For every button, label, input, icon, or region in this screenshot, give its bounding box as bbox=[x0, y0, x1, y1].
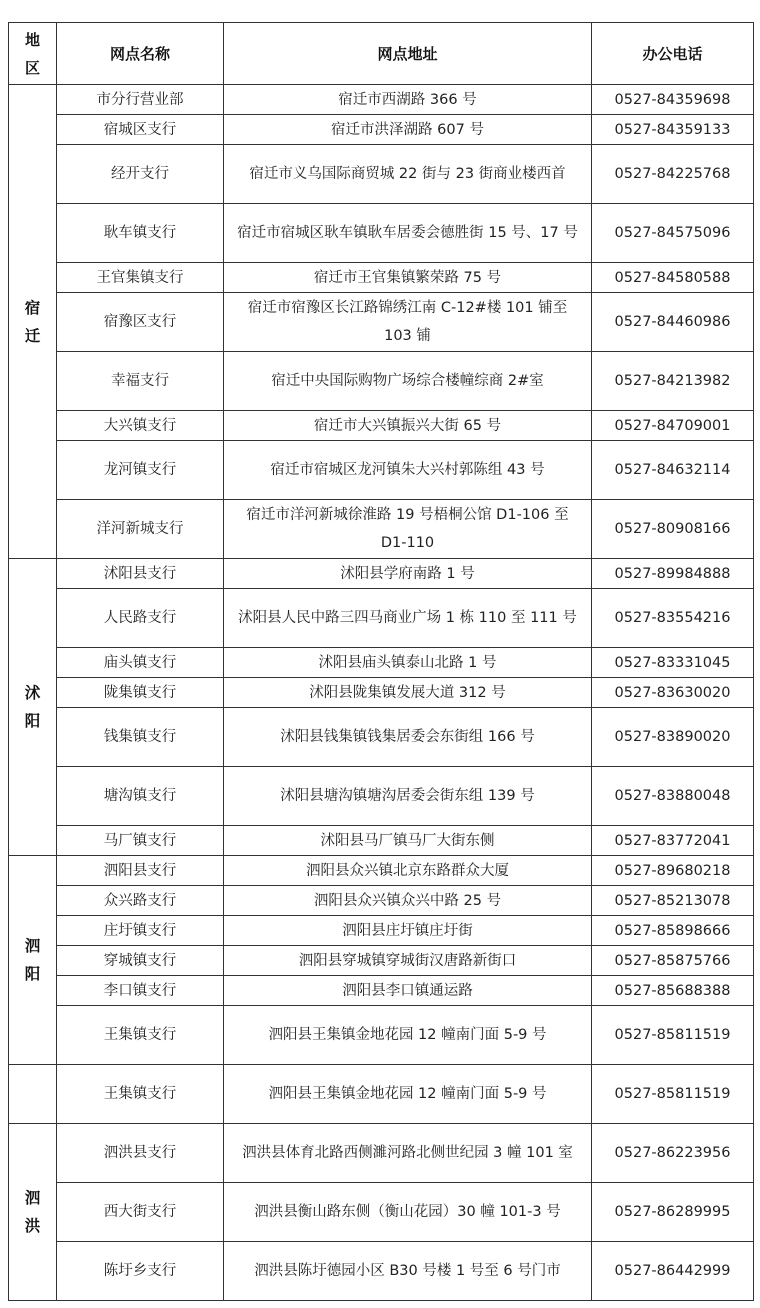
branch-phone: 0527-89984888 bbox=[592, 559, 754, 589]
table-row bbox=[9, 648, 754, 678]
branch-name: 沭阳县支行 bbox=[57, 559, 224, 589]
header-row bbox=[9, 23, 754, 85]
table-body bbox=[9, 85, 754, 1301]
branch-phone: 0527-86442999 bbox=[592, 1242, 754, 1301]
branch-address: 泗阳县众兴镇北京东路群众大厦 bbox=[224, 856, 592, 886]
region-name: 沭阳 bbox=[24, 684, 41, 730]
branch-address: 泗洪县陈圩德园小区 B30 号楼 1 号至 6 号门市 bbox=[224, 1242, 592, 1301]
branch-phone: 0527-84575096 bbox=[592, 204, 754, 263]
branch-address: 沭阳县陇集镇发展大道 312 号 bbox=[224, 678, 592, 708]
branch-phone: 0527-83331045 bbox=[592, 648, 754, 678]
branch-name: 穿城镇支行 bbox=[57, 946, 224, 976]
branch-phone: 0527-84460986 bbox=[592, 293, 754, 352]
branch-name: 宿城区支行 bbox=[57, 115, 224, 145]
branch-address: 宿迁市王官集镇繁荣路 75 号 bbox=[224, 263, 592, 293]
branch-phone: 0527-86223956 bbox=[592, 1124, 754, 1183]
table-row bbox=[9, 352, 754, 411]
branch-phone: 0527-84213982 bbox=[592, 352, 754, 411]
table-row bbox=[9, 559, 754, 589]
branch-name: 幸福支行 bbox=[57, 352, 224, 411]
branch-name: 陇集镇支行 bbox=[57, 678, 224, 708]
branch-phone: 0527-83554216 bbox=[592, 589, 754, 648]
branch-name: 耿车镇支行 bbox=[57, 204, 224, 263]
branch-name: 大兴镇支行 bbox=[57, 411, 224, 441]
table-row bbox=[9, 115, 754, 145]
branch-phone: 0527-85811519 bbox=[592, 1006, 754, 1065]
region-name: 宿迁 bbox=[24, 298, 41, 345]
branch-name: 人民路支行 bbox=[57, 589, 224, 648]
branch-address: 沭阳县马厂镇马厂大街东侧 bbox=[224, 826, 592, 856]
branch-address: 宿迁中央国际购物广场综合楼幢综商 2#室 bbox=[224, 352, 592, 411]
branch-name: 西大街支行 bbox=[57, 1183, 224, 1242]
branch-address: 泗阳县王集镇金地花园 12 幢南门面 5-9 号 bbox=[224, 1006, 592, 1065]
branch-phone: 0527-80908166 bbox=[592, 500, 754, 559]
branch-address: 泗阳县庄圩镇庄圩街 bbox=[224, 916, 592, 946]
table-row bbox=[9, 886, 754, 916]
branch-name: 洋河新城支行 bbox=[57, 500, 224, 559]
table-row bbox=[9, 411, 754, 441]
branch-name: 陈圩乡支行 bbox=[57, 1242, 224, 1301]
table-row bbox=[9, 1124, 754, 1183]
table-row bbox=[9, 441, 754, 500]
branch-phone: 0527-84632114 bbox=[592, 441, 754, 500]
branch-phone: 0527-85213078 bbox=[592, 886, 754, 916]
branch-address: 宿迁市义乌国际商贸城 22 街与 23 街商业楼西首 bbox=[224, 145, 592, 204]
branch-address: 沭阳县塘沟镇塘沟居委会街东组 139 号 bbox=[224, 767, 592, 826]
table-row bbox=[9, 85, 754, 115]
header-region-label: 地区 bbox=[25, 30, 41, 77]
branch-phone: 0527-84580588 bbox=[592, 263, 754, 293]
table-row bbox=[9, 1242, 754, 1301]
branch-address: 泗阳县李口镇通运路 bbox=[224, 976, 592, 1006]
branch-address: 宿迁市洋河新城徐淮路 19 号梧桐公馆 D1-106 至 D1-110 bbox=[224, 500, 592, 559]
table-row bbox=[9, 767, 754, 826]
branch-phone: 0527-85811519 bbox=[592, 1065, 754, 1124]
branch-phone: 0527-84225768 bbox=[592, 145, 754, 204]
branch-address: 宿迁市宿豫区长江路锦绣江南 C-12#楼 101 铺至 103 铺 bbox=[224, 293, 592, 352]
table-header bbox=[9, 23, 754, 85]
header-address: 网点地址 bbox=[224, 23, 592, 85]
table-row bbox=[9, 1006, 754, 1065]
branch-phone: 0527-85875766 bbox=[592, 946, 754, 976]
branch-name: 钱集镇支行 bbox=[57, 708, 224, 767]
branch-name: 马厂镇支行 bbox=[57, 826, 224, 856]
table-row bbox=[9, 204, 754, 263]
region-cell bbox=[9, 1065, 57, 1124]
branch-phone: 0527-83630020 bbox=[592, 678, 754, 708]
branch-address: 宿迁市西湖路 366 号 bbox=[224, 85, 592, 115]
table-row bbox=[9, 589, 754, 648]
table-row bbox=[9, 1065, 754, 1124]
table-row bbox=[9, 678, 754, 708]
branch-name: 塘沟镇支行 bbox=[57, 767, 224, 826]
branch-name: 庙头镇支行 bbox=[57, 648, 224, 678]
table-row bbox=[9, 145, 754, 204]
branch-phone: 0527-85898666 bbox=[592, 916, 754, 946]
table-row bbox=[9, 708, 754, 767]
branch-address: 沭阳县钱集镇钱集居委会东街组 166 号 bbox=[224, 708, 592, 767]
region-cell bbox=[9, 856, 57, 1065]
branch-address: 宿迁市洪泽湖路 607 号 bbox=[224, 115, 592, 145]
branch-address: 宿迁市大兴镇振兴大街 65 号 bbox=[224, 411, 592, 441]
branch-table bbox=[8, 22, 754, 1301]
branch-name: 庄圩镇支行 bbox=[57, 916, 224, 946]
branch-phone: 0527-89680218 bbox=[592, 856, 754, 886]
table-row bbox=[9, 263, 754, 293]
header-phone: 办公电话 bbox=[592, 23, 754, 85]
branch-name: 泗洪县支行 bbox=[57, 1124, 224, 1183]
branch-phone: 0527-83880048 bbox=[592, 767, 754, 826]
table-row bbox=[9, 1183, 754, 1242]
table-row bbox=[9, 293, 754, 352]
branch-address: 泗洪县体育北路西侧濉河路北侧世纪园 3 幢 101 室 bbox=[224, 1124, 592, 1183]
branch-address: 沭阳县学府南路 1 号 bbox=[224, 559, 592, 589]
branch-name: 王集镇支行 bbox=[57, 1065, 224, 1124]
table-row bbox=[9, 976, 754, 1006]
branch-name: 王集镇支行 bbox=[57, 1006, 224, 1065]
table-row bbox=[9, 826, 754, 856]
region-name: 泗阳 bbox=[24, 937, 41, 983]
region-cell bbox=[9, 559, 57, 856]
branch-name: 王官集镇支行 bbox=[57, 263, 224, 293]
branch-address: 泗阳县王集镇金地花园 12 幢南门面 5-9 号 bbox=[224, 1065, 592, 1124]
branch-name: 李口镇支行 bbox=[57, 976, 224, 1006]
branch-address: 沭阳县人民中路三四马商业广场 1 栋 110 至 111 号 bbox=[224, 589, 592, 648]
branch-phone: 0527-84359133 bbox=[592, 115, 754, 145]
branch-phone: 0527-83890020 bbox=[592, 708, 754, 767]
header-region bbox=[9, 23, 57, 85]
table-row bbox=[9, 500, 754, 559]
table-row bbox=[9, 916, 754, 946]
branch-address: 宿迁市宿城区龙河镇朱大兴村郭陈组 43 号 bbox=[224, 441, 592, 500]
branch-phone: 0527-85688388 bbox=[592, 976, 754, 1006]
header-name: 网点名称 bbox=[57, 23, 224, 85]
branch-address: 泗阳县穿城镇穿城街汉唐路新街口 bbox=[224, 946, 592, 976]
region-cell bbox=[9, 85, 57, 559]
branch-address: 泗洪县衡山路东侧（衡山花园）30 幢 101-3 号 bbox=[224, 1183, 592, 1242]
branch-name: 众兴路支行 bbox=[57, 886, 224, 916]
region-cell bbox=[9, 1124, 57, 1301]
branch-phone: 0527-84359698 bbox=[592, 85, 754, 115]
branch-address: 宿迁市宿城区耿车镇耿车居委会德胜街 15 号、17 号 bbox=[224, 204, 592, 263]
branch-name: 龙河镇支行 bbox=[57, 441, 224, 500]
branch-phone: 0527-83772041 bbox=[592, 826, 754, 856]
branch-phone: 0527-86289995 bbox=[592, 1183, 754, 1242]
branch-name: 宿豫区支行 bbox=[57, 293, 224, 352]
table-row bbox=[9, 856, 754, 886]
branch-name: 经开支行 bbox=[57, 145, 224, 204]
table-row bbox=[9, 946, 754, 976]
branch-address: 泗阳县众兴镇众兴中路 25 号 bbox=[224, 886, 592, 916]
region-name: 泗洪 bbox=[24, 1189, 41, 1235]
branch-phone: 0527-84709001 bbox=[592, 411, 754, 441]
branch-address: 沭阳县庙头镇泰山北路 1 号 bbox=[224, 648, 592, 678]
branch-name: 市分行营业部 bbox=[57, 85, 224, 115]
branch-name: 泗阳县支行 bbox=[57, 856, 224, 886]
